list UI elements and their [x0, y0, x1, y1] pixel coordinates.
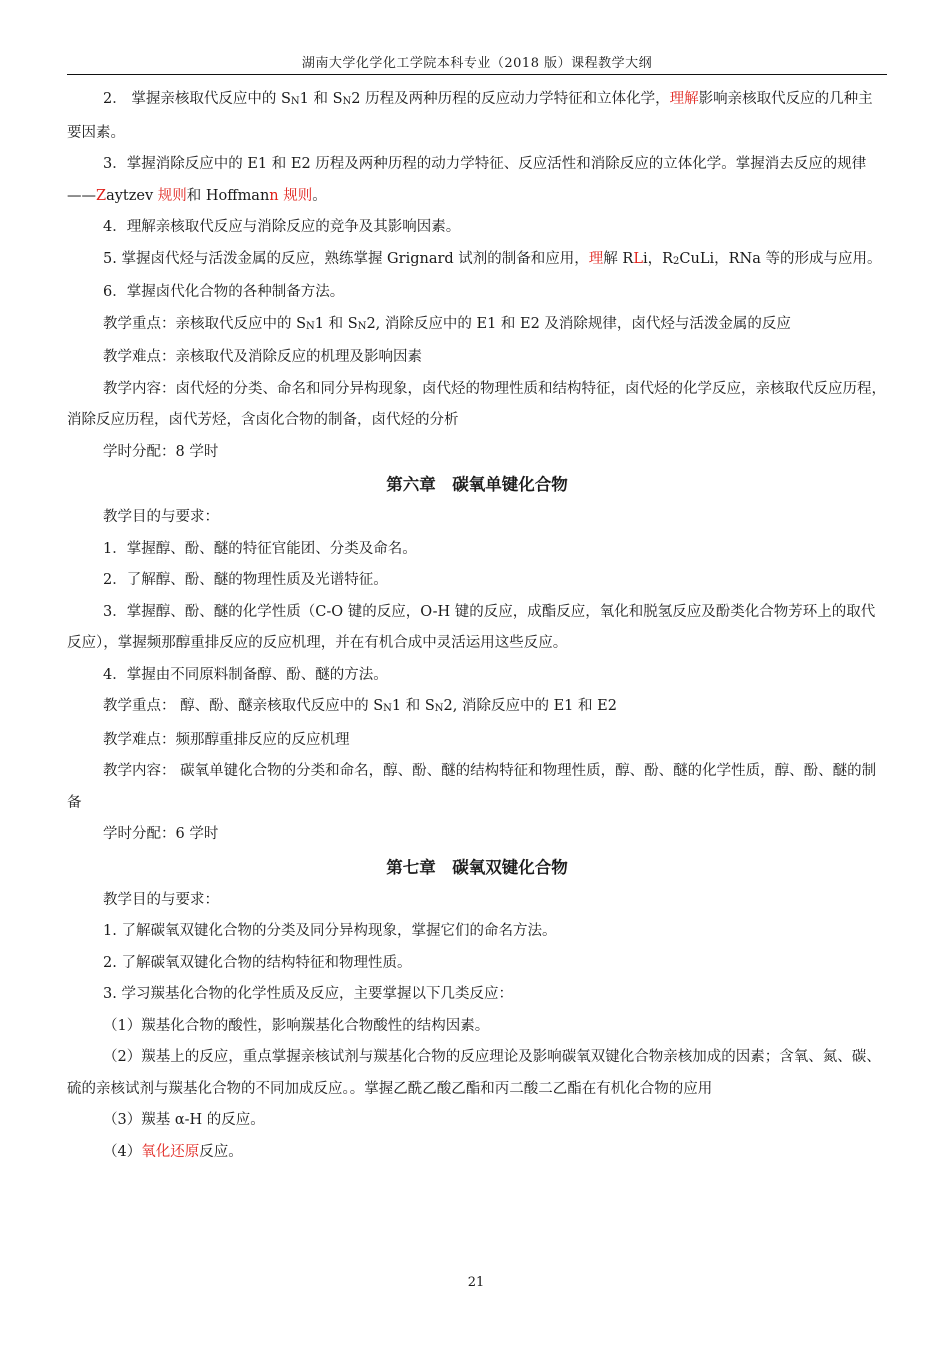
ch5-item-3: 3．掌握消除反应中的 E1 和 E2 历程及两种历程的动力学特征、反应活性和消除反应的立体化学。掌握消去反应的规律——Zaytzev 规则和 Hofmann 规则。: [67, 156, 867, 204]
ch5-item-4: 4．理解亲核取代反应与消除反应的竞争及其影响因素。: [103, 219, 461, 235]
chapter-6-title: 第六章 碳氧单键化合物: [386, 475, 568, 494]
ch7-subitem-2: （2）羰基上的反应，重点掌握亲核试剂与羰基化合物的反应理论及影响碳氧双键化合物亲核加成的因素；含氧、氮、碳、硫的亲核试剂与羰基化合物的不同加成反应。。掌握乙酰乙酸乙酯和丙二酸二乙酯在有机化合物的应用: [67, 1049, 881, 1097]
ch5-item-6: 6．掌握卤代化合物的各种制备方法。: [103, 284, 345, 300]
ch7-item-3: 3. 学习羰基化合物的化学性质及反应，主要掌握以下几类反应：: [103, 986, 513, 1002]
ch6-teaching-focus: 教学重点： 醇、酚、醚亲核取代反应中的 SN1 和 SN2, 消除反应中的 E1 和 E2: [103, 698, 617, 714]
ch7-subitem-3: （3）羰基 α-H 的反应。: [103, 1112, 265, 1128]
ch5-class-hours: 学时分配：8 学时: [103, 443, 219, 460]
chapter-7-title: 第七章 碳氧双键化合物: [386, 857, 568, 877]
ch6-class-hours: 学时分配：6 学时: [103, 826, 219, 842]
ch5-teaching-difficulty: 教学难点：亲核取代及消除反应的机理及影响因素: [103, 349, 422, 365]
ch7-subitem-4: （4）氧化还原反应。: [103, 1143, 243, 1160]
ch6-item-2: 2．了解醇、酚、醚的物理性质及光谱特征。: [103, 572, 388, 588]
ch7-subitem-1: （1）羰基化合物的酸性，影响羰基化合物酸性的结构因素。: [103, 1017, 490, 1034]
ch6-teaching-difficulty: 教学难点：频那醇重排反应的反应机理: [103, 731, 350, 748]
ch6-item-4: 4．掌握由不同原料制备醇、酚、醚的方法。: [103, 666, 388, 683]
document-body: [67, 84, 887, 1168]
ch7-goals-label: 教学目的与要求：: [103, 891, 219, 908]
ch6-goals-label: 教学目的与要求：: [103, 509, 219, 525]
ch5-teaching-focus: 教学重点：亲核取代反应中的 SN1 和 SN2, 消除反应中的 E1 和 E2 及消除规律，卤代烃与活泼金属的反应: [103, 315, 791, 332]
ch5-teaching-content: 教学内容：卤代烃的分类、命名和同分异构现象，卤代烃的物理性质和结构特征，卤代烃的化学反应，亲核取代反应历程，消除反应历程，卤代芳烃，含卤化合物的制备，卤代烃的分析: [67, 380, 886, 428]
header-title: 湖南大学化学化工学院本科专业（2018 版）课程教学大纲: [301, 56, 653, 71]
page-number: 21: [467, 1275, 485, 1290]
ch5-item-5: 5. 掌握卤代烃与活泼金属的反应，熟练掌握 Grignard 试剂的制备和应用，理解 RLi，R2CuLi，RNa 等的形成与应用。: [103, 250, 882, 267]
ch6-teaching-content: 教学内容： 碳氧单键化合物的分类和命名，醇、酚、醚的结构特征和物理性质，醇、酚、醚的化学性质，醇、酚、醚的制备: [67, 763, 877, 811]
ch6-item-1: 1．掌握醇、酚、醚的特征官能团、分类及命名。: [103, 540, 417, 557]
ch7-item-1: 1. 了解碳氧双键化合物的分类及同分异构现象，掌握它们的命名方法。: [103, 923, 557, 939]
ch5-item-2: 2． 掌握亲核取代反应中的 SN1 和 SN2 历程及两种历程的反应动力学特征和立体化学，理解影响亲核取代反应的几种主要因素。: [67, 91, 873, 141]
ch6-item-3: 3．掌握醇、酚、醚的化学性质（C-O 键的反应，O-H 键的反应，成酯反应，氧化和脱氢反应及酚类化合物芳环上的取代反应），掌握频那醇重排反应的反应机理，并在有机合成中灵活运用这些反应。: [67, 603, 876, 651]
page-header: [67, 52, 887, 75]
ch7-item-2: 2. 了解碳氧双键化合物的结构特征和物理性质。: [103, 954, 412, 971]
